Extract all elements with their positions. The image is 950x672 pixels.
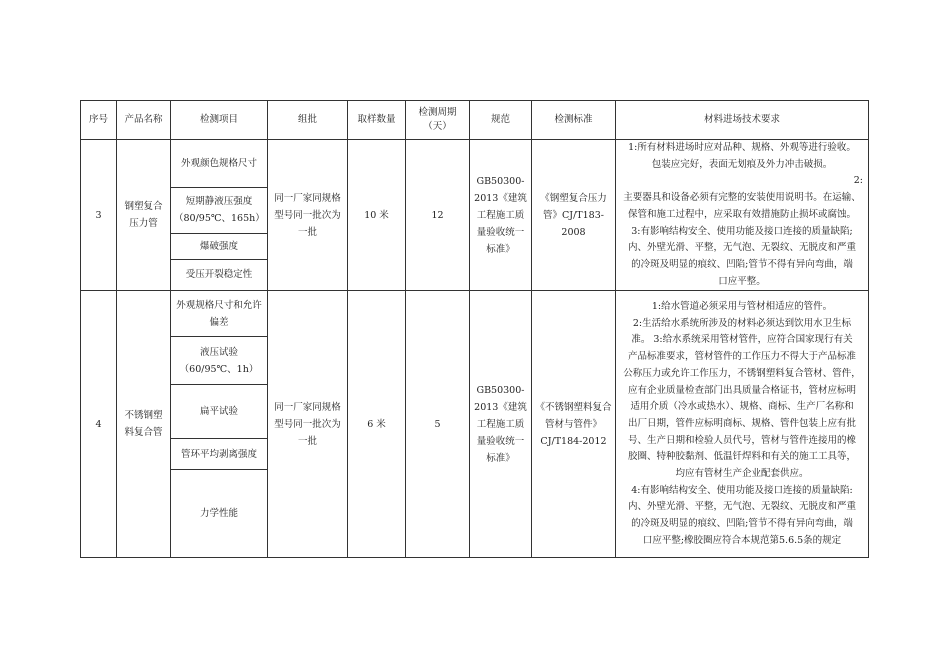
test-item-text: 受压开裂稳定性 — [185, 269, 253, 281]
requirement-line: 均应有管材生产企业配套供应。 — [675, 468, 809, 480]
product-name-cell: 钢塑复合压力管 — [117, 140, 171, 291]
standard-cell: 《钢塑复合压力管》CJ/T183-2008 — [532, 140, 616, 291]
requirement-line: 内、外壁光滑、平整，无气泡、无裂纹、无脱皮和严重 — [627, 501, 856, 513]
header-cell: 检测周期（天） — [406, 101, 470, 140]
test-item-cell — [171, 234, 268, 259]
requirement-line: 包装应完好，表面无划痕及外力冲击破损。 — [651, 158, 833, 170]
seq-cell: 3 — [81, 140, 117, 291]
header-cell: 检测项目 — [171, 101, 268, 140]
inspection-table — [80, 100, 869, 558]
test-item-cell — [171, 439, 268, 470]
requirement-line: 胶圈、特种胶黏剂、低温钎焊料和有关的施工工具等， — [627, 451, 856, 463]
test-item-cell — [171, 337, 268, 385]
cycle-days-cell: 5 — [406, 291, 470, 558]
test-item-cell — [171, 470, 268, 558]
batch-cell: 同一厂家同规格型号同一批次为一批 — [268, 140, 348, 291]
requirement-line: 1:给水管道必须采用与管材相适应的管件。 — [651, 301, 833, 313]
requirement-line: 出厂日期，管件应标明商标、规格、管件包装上应有批 — [627, 417, 856, 429]
sample-qty-cell: 10 米 — [348, 140, 406, 291]
requirement-line: 的冷斑及明显的痕纹、凹陷;管节不得有异向弯曲，端 — [631, 518, 853, 530]
requirement-line: 2:生活给水系统所涉及的材料必须达到饮用水卫生标 — [632, 317, 852, 329]
test-item-cell — [171, 291, 268, 337]
test-item-text: 爆破强度 — [199, 240, 238, 252]
test-item-text: 外观规格尺寸和允许偏差 — [176, 299, 262, 328]
requirement-line: 准。 3:给水系统采用管材管件，应符合国家现行有关 — [631, 334, 853, 346]
requirements-cell — [616, 291, 869, 558]
seq-cell: 4 — [81, 291, 117, 558]
requirements-cell — [616, 140, 869, 291]
sample-qty-cell: 6 米 — [348, 291, 406, 558]
test-item-text: 短期静液压强度（80/95℃、165h） — [174, 196, 265, 225]
requirement-line: 2: — [853, 175, 863, 187]
test-item-text: 扁平试验 — [199, 406, 238, 418]
requirement-line: 内、外壁光滑、平整，无气泡、无裂纹、无脱皮和严重 — [627, 242, 856, 254]
table-row — [81, 140, 869, 188]
header-row — [81, 101, 869, 140]
requirement-line: 公称压力或允许工作压力，不锈钢塑料复合管材、管件， — [623, 367, 861, 379]
product-name-cell: 不锈钢塑料复合管 — [117, 291, 171, 558]
requirement-line: 应有企业质量检查部门出具质量合格证书，管材应标明 — [627, 384, 856, 396]
code-cell: GB50300-2013《建筑工程施工质量验收统一标准》 — [470, 291, 532, 558]
header-cell: 规范 — [470, 101, 532, 140]
test-item-cell — [171, 385, 268, 439]
table-row — [81, 291, 869, 337]
batch-cell: 同一厂家同规格型号同一批次为一批 — [268, 291, 348, 558]
test-item-cell — [171, 187, 268, 234]
header-cell: 组批 — [268, 101, 348, 140]
requirement-line: 保管和施工过程中，应采取有效措施防止损坏或腐蚀。 — [627, 208, 856, 220]
requirement-line: 的冷斑及明显的痕纹、凹陷;管节不得有异向弯曲，端 — [631, 258, 853, 270]
header-cell: 材料进场技术要求 — [616, 101, 869, 140]
standard-cell: 《不锈钢塑料复合管材与管件》CJ/T184-2012 — [532, 291, 616, 558]
requirement-line: 3:有影响结构安全、使用功能及接口连接的质量缺陷; — [631, 225, 853, 237]
test-item-text: 力学性能 — [199, 508, 238, 520]
test-item-text: 液压试验（60/95℃、1h） — [179, 346, 259, 375]
header-cell: 产品名称 — [117, 101, 171, 140]
header-cell: 检测标准 — [532, 101, 616, 140]
requirement-line: 1:所有材料进场时应对品种、规格、外观等进行验收。 — [628, 142, 856, 153]
requirement-line: 主要器具和设备必须有完整的安装使用说明书。在运输、 — [623, 192, 861, 204]
test-item-cell — [171, 259, 268, 291]
requirement-line: 口应平整;橡胶圈应符合本规范第5.6.5条的规定 — [642, 534, 842, 546]
test-item-text: 管环平均剥离强度 — [180, 448, 257, 460]
requirement-line: 适用介质（冷水或热水）、规格、商标、生产厂名称和 — [630, 401, 854, 413]
requirement-line: 号、生产日期和检验人员代号，管材与管件连接用的橡 — [627, 434, 856, 446]
requirement-line: 4:有影响结构安全、使用功能及接口连接的质量缺陷: — [631, 484, 853, 496]
header-cell: 序号 — [81, 101, 117, 140]
test-item-cell — [171, 140, 268, 188]
requirement-line: 口应平整。 — [718, 275, 766, 287]
code-cell: GB50300-2013《建筑工程施工质量验收统一标准》 — [470, 140, 532, 291]
header-cell: 取样数量 — [348, 101, 406, 140]
requirement-line: 产品标准要求，管材管件的工作压力不得大于产品标准 — [627, 351, 856, 363]
cycle-days-cell: 12 — [406, 140, 470, 291]
test-item-text: 外观颜色规格尺寸 — [180, 157, 257, 169]
